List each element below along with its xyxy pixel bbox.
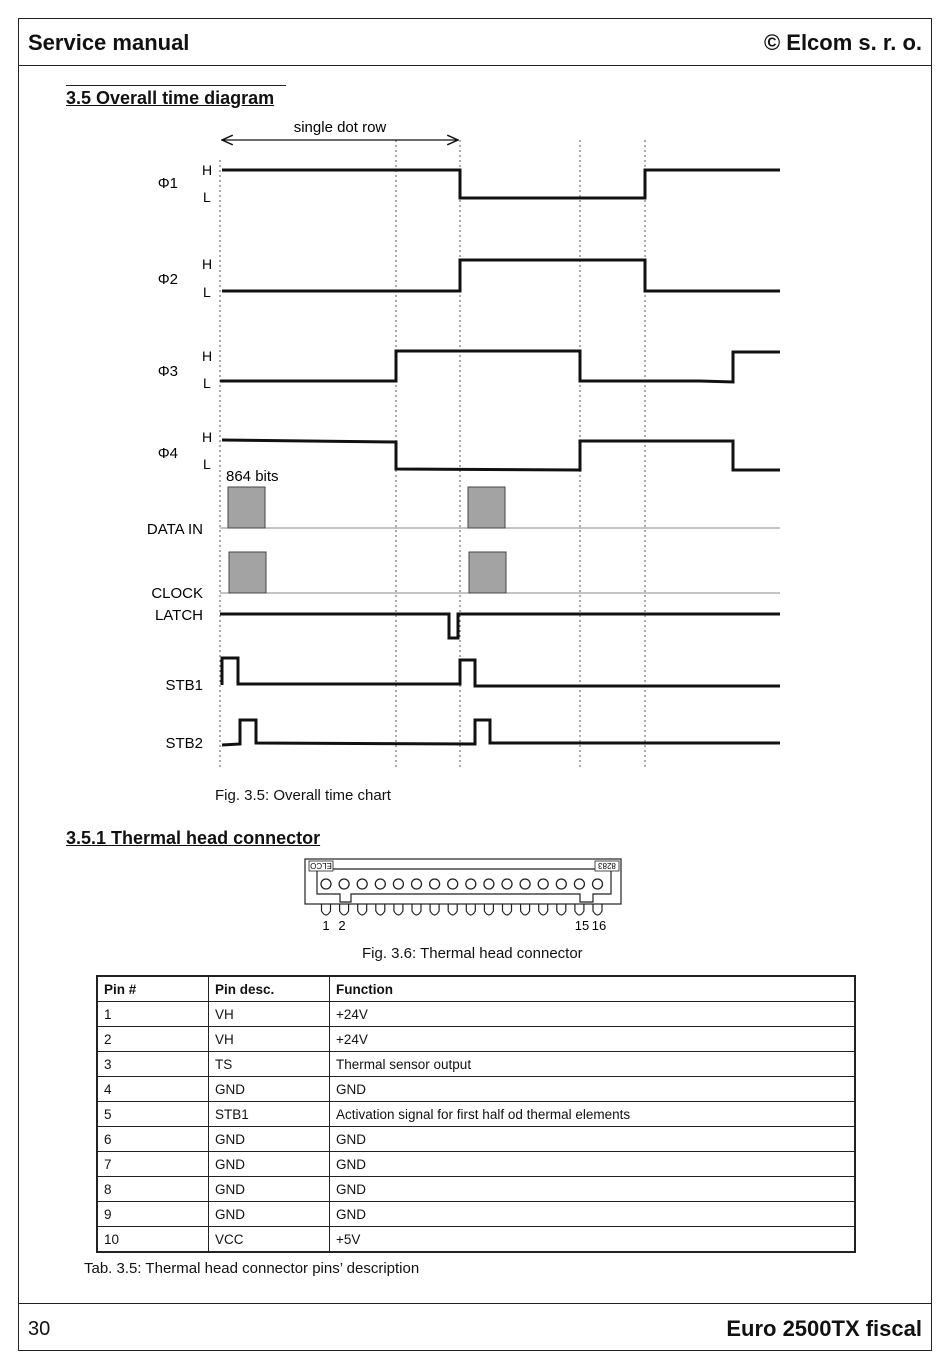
- connector-contact: [574, 879, 584, 889]
- level-h-phi2: H: [202, 256, 213, 272]
- waveform-stb1: [222, 658, 780, 686]
- header-right: © Elcom s. r. o.: [763, 30, 922, 55]
- cell-function: GND: [330, 1177, 856, 1202]
- connector-contact: [484, 879, 494, 889]
- level-h-phi4: H: [202, 429, 213, 445]
- connector-contact: [412, 879, 422, 889]
- connector-leg: [322, 904, 331, 915]
- connector-leg: [557, 904, 566, 915]
- connector-leg: [448, 904, 457, 915]
- cell-pin: 8: [97, 1177, 209, 1202]
- connector-contact: [593, 879, 603, 889]
- cell-pin: 4: [97, 1077, 209, 1102]
- connector-leg: [412, 904, 421, 915]
- span-label: single dot row: [293, 119, 387, 136]
- table-row: [97, 1027, 855, 1052]
- table-row: [97, 1177, 855, 1202]
- connector-leg: [539, 904, 548, 915]
- clock-burst-1: [229, 552, 266, 593]
- page-number: 30: [28, 1318, 51, 1340]
- connector-contact: [466, 879, 476, 889]
- section-title-thermal-connector: 3.5.1 Thermal head connector: [66, 828, 321, 848]
- section-title-time-diagram: 3.5 Overall time diagram: [66, 88, 275, 108]
- cell-function: GND: [330, 1127, 856, 1152]
- cell-pin: 5: [97, 1102, 209, 1127]
- connector-leg: [340, 904, 349, 915]
- level-h-phi3: H: [202, 348, 213, 364]
- signal-label-phi1: Φ1: [157, 175, 178, 192]
- data-in-burst-1: [228, 487, 265, 528]
- cell-pin: 6: [97, 1127, 209, 1152]
- pin-number-16: 16: [591, 918, 607, 933]
- connector-leg: [358, 904, 367, 915]
- level-l-phi3: L: [203, 375, 211, 391]
- timing-diagram: [0, 110, 950, 780]
- signal-label-stb1: STB1: [165, 677, 203, 694]
- cell-function: +24V: [330, 1002, 856, 1027]
- connector-contact: [393, 879, 403, 889]
- header-left: Service manual: [28, 30, 190, 55]
- figure-caption-3-6: Fig. 3.6: Thermal head connector: [362, 945, 583, 962]
- cell-pin-desc: GND: [209, 1177, 330, 1202]
- signal-label-stb2: STB2: [165, 735, 203, 752]
- connector-contact: [538, 879, 548, 889]
- pin-table: [96, 975, 856, 1253]
- pin-number-2: 2: [338, 918, 346, 933]
- column-header-pin: Pin #: [97, 976, 209, 1002]
- cell-function: GND: [330, 1202, 856, 1227]
- connector-mark-right: 8283: [598, 861, 616, 870]
- table-header-row: [97, 976, 855, 1002]
- connector-contact: [430, 879, 440, 889]
- clock-burst-2: [469, 552, 506, 593]
- cell-pin-desc: VH: [209, 1002, 330, 1027]
- cell-function: GND: [330, 1152, 856, 1177]
- connector-contact: [520, 879, 530, 889]
- table-row: [97, 1202, 855, 1227]
- connector-contact: [502, 879, 512, 889]
- pin-number-1: 1: [322, 918, 330, 933]
- table-caption-3-5: Tab. 3.5: Thermal head connector pins’ description: [84, 1260, 420, 1277]
- level-l-phi1: L: [203, 189, 211, 205]
- table-row: [97, 1127, 855, 1152]
- waveform-latch: [220, 614, 780, 638]
- footer-product: Euro 2500TX fiscal: [726, 1316, 922, 1341]
- data-in-burst-2: [468, 487, 505, 528]
- waveform-phi4: [222, 440, 780, 470]
- cell-pin-desc: VCC: [209, 1227, 330, 1253]
- section-overline: [66, 85, 286, 86]
- cell-pin: 10: [97, 1227, 209, 1253]
- pin-number-15: 15: [574, 918, 590, 933]
- connector-contact: [556, 879, 566, 889]
- connector-contact: [448, 879, 458, 889]
- cell-pin: 7: [97, 1152, 209, 1177]
- connector-leg: [430, 904, 439, 915]
- cell-function: Activation signal for first half od thermal elements: [330, 1102, 856, 1127]
- cell-pin-desc: GND: [209, 1202, 330, 1227]
- signal-label-phi3: Φ3: [157, 363, 178, 380]
- column-header-pin-desc: Pin desc.: [209, 976, 330, 1002]
- connector-contacts: [321, 879, 603, 889]
- cell-pin-desc: STB1: [209, 1102, 330, 1127]
- cell-function: +24V: [330, 1027, 856, 1052]
- connector-leg: [575, 904, 584, 915]
- cell-function: +5V: [330, 1227, 856, 1253]
- table-row: [97, 1052, 855, 1077]
- cell-function: Thermal sensor output: [330, 1052, 856, 1077]
- signal-label-phi2: Φ2: [157, 271, 178, 288]
- waveform-phi3: [220, 351, 780, 382]
- cell-function: GND: [330, 1077, 856, 1102]
- waveform-stb2: [222, 720, 780, 745]
- cell-pin: 1: [97, 1002, 209, 1027]
- connector-contact: [357, 879, 367, 889]
- cell-pin-desc: GND: [209, 1152, 330, 1177]
- table-row: [97, 1077, 855, 1102]
- level-l-phi2: L: [203, 284, 211, 300]
- level-l-phi4: L: [203, 456, 211, 472]
- connector-leg: [521, 904, 530, 915]
- connector-legs: [322, 904, 603, 915]
- cell-pin-desc: TS: [209, 1052, 330, 1077]
- cell-pin-desc: VH: [209, 1027, 330, 1052]
- connector-leg: [593, 904, 602, 915]
- table-row: [97, 1227, 855, 1253]
- cell-pin: 3: [97, 1052, 209, 1077]
- signal-label-phi4: Φ4: [157, 445, 178, 462]
- connector-leg: [376, 904, 385, 915]
- connector-contact: [321, 879, 331, 889]
- connector-contact: [375, 879, 385, 889]
- cell-pin-desc: GND: [209, 1127, 330, 1152]
- connector-leg: [503, 904, 512, 915]
- connector-leg: [466, 904, 475, 915]
- thermal-head-connector-drawing: [295, 855, 630, 937]
- level-h-phi1: H: [202, 162, 213, 178]
- connector-mark-left: ELCO: [310, 861, 332, 870]
- column-header-function: Function: [330, 976, 856, 1002]
- table-row: [97, 1102, 855, 1127]
- cell-pin: 2: [97, 1027, 209, 1052]
- table-row: [97, 1152, 855, 1177]
- connector-contact: [339, 879, 349, 889]
- table-row: [97, 1002, 855, 1027]
- cell-pin-desc: GND: [209, 1077, 330, 1102]
- header-rule: [18, 65, 932, 66]
- bits-label: 864 bits: [226, 468, 279, 485]
- cell-pin: 9: [97, 1202, 209, 1227]
- connector-leg: [484, 904, 493, 915]
- signal-label-latch: LATCH: [154, 607, 203, 624]
- waveform-phi1: [222, 170, 780, 198]
- connector-leg: [394, 904, 403, 915]
- signal-label-data-in: DATA IN: [146, 521, 203, 538]
- footer-rule: [18, 1303, 932, 1304]
- signal-label-clock: CLOCK: [151, 585, 203, 602]
- waveform-phi2: [222, 260, 780, 291]
- figure-caption-3-5: Fig. 3.5: Overall time chart: [215, 787, 391, 804]
